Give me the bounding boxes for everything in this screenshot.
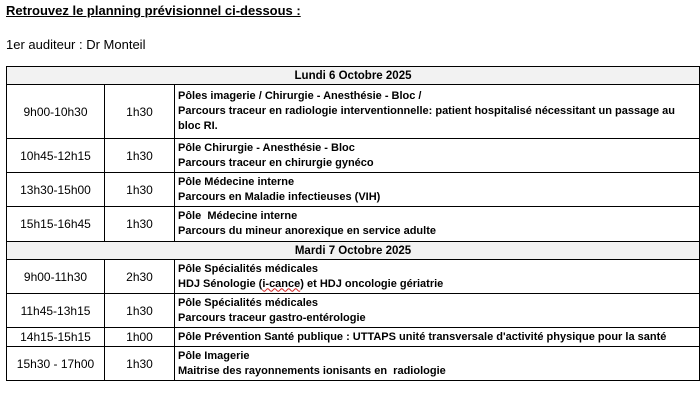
- session-detail: Maitrise des rayonnements ionisants en radiologie: [178, 364, 446, 377]
- table-row: [7, 207, 700, 242]
- session-detail: Parcours traceur en chirurgie gynéco: [178, 156, 374, 169]
- session-time: 15h30 - 17h00: [7, 347, 105, 381]
- session-time: 11h45-13h15: [7, 294, 105, 328]
- session-detail: Parcours traceur en radiologie interventionnelle: patient hospitalisé nécessitant un passage au bloc RI.: [178, 105, 675, 132]
- table-row: [7, 347, 700, 381]
- day-header: Mardi 7 Octobre 2025: [7, 242, 700, 260]
- page-heading: Retrouvez le planning prévisionnel ci-dessous :: [6, 3, 301, 18]
- session-time: 15h15-16h45: [7, 207, 105, 242]
- session-duration: 1h30: [105, 347, 175, 381]
- session-time: 14h15-15h15: [7, 328, 105, 347]
- table-row: [7, 294, 700, 328]
- session-title: Pôle Imagerie: [178, 349, 250, 362]
- table-row: [7, 260, 700, 294]
- session-description: [175, 139, 700, 173]
- session-title: Pôle Chirurgie - Anesthésie - Bloc: [178, 141, 355, 154]
- spellcheck-flagged-word: i-cance: [262, 277, 301, 290]
- session-description: [175, 207, 700, 242]
- day-header: Lundi 6 Octobre 2025: [7, 67, 700, 85]
- planning-table: [6, 66, 700, 381]
- session-time: 9h00-10h30: [7, 85, 105, 139]
- session-description: [175, 347, 700, 381]
- session-detail: Parcours en Maladie infectieuses (VIH): [178, 190, 381, 203]
- session-time: 13h30-15h00: [7, 173, 105, 207]
- session-duration: 1h30: [105, 173, 175, 207]
- session-duration: 1h30: [105, 85, 175, 139]
- session-title: Pôle Médecine interne: [178, 175, 295, 188]
- table-row: [7, 139, 700, 173]
- day-header-row: [7, 67, 700, 85]
- session-duration: 1h00: [105, 328, 175, 347]
- table-row: [7, 173, 700, 207]
- session-duration: 2h30: [105, 260, 175, 294]
- session-title: Pôles imagerie / Chirurgie - Anesthésie - Bloc /: [178, 90, 422, 102]
- session-title: Pôle Médecine interne: [178, 210, 298, 222]
- day-header-row: [7, 242, 700, 260]
- session-time: 9h00-11h30: [7, 260, 105, 294]
- session-description: [175, 260, 700, 294]
- auditor-line: 1er auditeur : Dr Monteil: [6, 37, 146, 52]
- table-row: [7, 85, 700, 139]
- session-detail: Parcours du mineur anorexique en service adulte: [178, 225, 436, 237]
- session-duration: 1h30: [105, 139, 175, 173]
- session-description: [175, 85, 700, 139]
- session-description: [175, 328, 700, 347]
- session-duration: 1h30: [105, 294, 175, 328]
- session-time: 10h45-12h15: [7, 139, 105, 173]
- session-description: [175, 173, 700, 207]
- session-duration: 1h30: [105, 207, 175, 242]
- detail-part: ) et HDJ oncologie gériatrie: [300, 277, 444, 290]
- session-title: Pôle Spécialités médicales: [178, 262, 319, 275]
- detail-part: HDJ Sénologie (: [178, 277, 263, 290]
- session-detail: [178, 277, 696, 292]
- table-row: [7, 328, 700, 347]
- session-description: [175, 294, 700, 328]
- session-title: Pôle Prévention Santé publique : UTTAPS unité transversale d'activité physique pour la santé: [178, 330, 667, 343]
- session-detail: Parcours traceur gastro-entérologie: [178, 311, 366, 324]
- session-title: Pôle Spécialités médicales: [178, 296, 319, 309]
